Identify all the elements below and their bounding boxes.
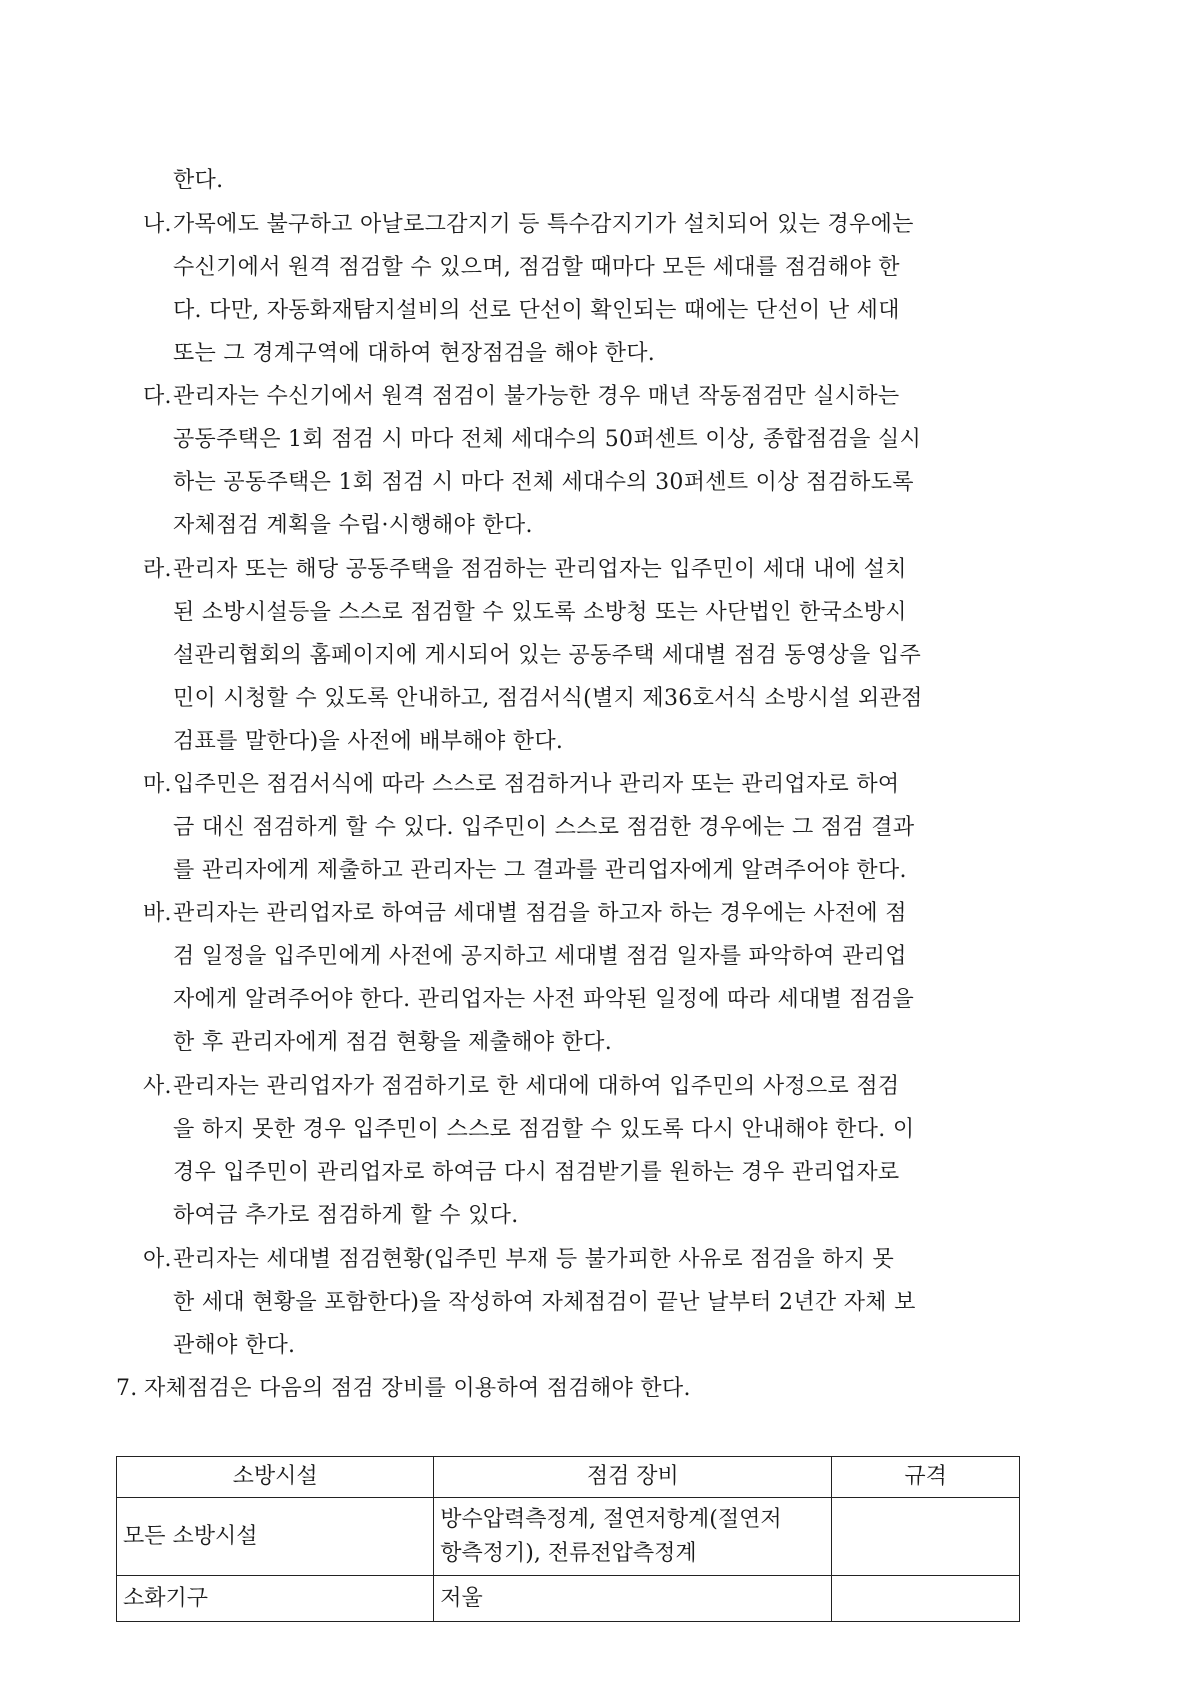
spec-cell — [832, 1576, 1020, 1622]
equipment-line: 저울 — [440, 1585, 483, 1611]
item-sa — [143, 1072, 899, 1102]
paragraph-line: 가목에도 불구하고 아날로그감지기 등 특수감지기가 설치되어 있는 경우에는 — [173, 212, 914, 237]
paragraph-line: 설관리협회의 홈페이지에 게시되어 있는 공동주택 세대별 점검 동영상을 입주 — [173, 643, 922, 668]
paragraph-line: 자체점검은 다음의 점검 장비를 이용하여 점검해야 한다. — [144, 1376, 691, 1401]
item-a — [143, 1245, 894, 1275]
table-row — [117, 1498, 1020, 1576]
facility-cell: 소화기구 — [117, 1576, 434, 1622]
item-marker: 나. — [143, 212, 172, 237]
paragraph-line: 자체점검 계획을 수립·시행해야 한다. — [173, 513, 533, 538]
item-7 — [116, 1374, 691, 1404]
table-row — [117, 1576, 1020, 1622]
paragraph-line: 관리자는 관리업자가 점검하기로 한 세대에 대하여 입주민의 사정으로 점검 — [173, 1074, 900, 1099]
paragraph-line: 관해야 한다. — [173, 1333, 296, 1358]
paragraph-line: 하여금 추가로 점검하게 할 수 있다. — [173, 1203, 519, 1228]
paragraph-line: 를 관리자에게 제출하고 관리자는 그 결과를 관리업자에게 알려주어야 한다. — [173, 858, 907, 883]
item-marker: 7. — [116, 1376, 138, 1401]
item-marker: 마. — [143, 772, 172, 797]
equipment-cell — [434, 1498, 832, 1576]
paragraph-line: 을 하지 못한 경우 입주민이 스스로 점검할 수 있도록 다시 안내해야 한다. 이 — [173, 1117, 915, 1142]
paragraph-line: 관리자는 관리업자로 하여금 세대별 점검을 하고자 하는 경우에는 사전에 점 — [173, 901, 907, 926]
item-marker: 아. — [143, 1247, 172, 1272]
equipment-line: 항측정기), 전류전압측정계 — [440, 1540, 697, 1566]
equipment-cell — [434, 1576, 832, 1622]
column-header-facility: 소방시설 — [117, 1457, 434, 1498]
paragraph-line: 공동주택은 1회 점검 시 마다 전체 세대수의 50퍼센트 이상, 종합점검을 실시 — [173, 427, 922, 452]
paragraph-line: 금 대신 점검하게 할 수 있다. 입주민이 스스로 점검한 경우에는 그 점검 결과 — [173, 815, 915, 840]
paragraph-line: 한다. — [173, 168, 224, 193]
column-header-equipment: 점검 장비 — [434, 1457, 832, 1498]
paragraph-line: 된 소방시설등을 스스로 점검할 수 있도록 소방청 또는 사단법인 한국소방시 — [173, 600, 907, 625]
table-header-row — [117, 1457, 1020, 1498]
spec-cell — [832, 1498, 1020, 1576]
item-da — [143, 382, 899, 412]
paragraph-line: 다. 다만, 자동화재탐지설비의 선로 단선이 확인되는 때에는 단선이 난 세대 — [173, 298, 900, 323]
paragraph-line: 한 후 관리자에게 점검 현황을 제출해야 한다. — [173, 1030, 612, 1055]
paragraph-continuation — [173, 166, 223, 196]
paragraph-line: 경우 입주민이 관리업자로 하여금 다시 점검받기를 원하는 경우 관리업자로 — [173, 1160, 900, 1185]
paragraph-line: 검 일정을 입주민에게 사전에 공지하고 세대별 점검 일자를 파악하여 관리업 — [173, 944, 907, 969]
paragraph-line: 관리자는 세대별 점검현황(입주민 부재 등 불가피한 사유로 점검을 하지 못 — [173, 1247, 895, 1272]
paragraph-line: 관리자는 수신기에서 원격 점검이 불가능한 경우 매년 작동점검만 실시하는 — [173, 384, 900, 409]
paragraph-line: 민이 시청할 수 있도록 안내하고, 점검서식(별지 제36호서식 소방시설 외관점 — [173, 686, 923, 711]
paragraph-line: 또는 그 경계구역에 대하여 현장점검을 해야 한다. — [173, 341, 656, 366]
paragraph-line: 관리자 또는 해당 공동주택을 점검하는 관리업자는 입주민이 세대 내에 설치 — [173, 557, 907, 582]
item-ba — [143, 899, 907, 929]
item-na — [143, 210, 914, 240]
paragraph-line: 한 세대 현황을 포함한다)을 작성하여 자체점검이 끝난 날부터 2년간 자체 보 — [173, 1290, 916, 1315]
paragraph-line: 자에게 알려주어야 한다. 관리업자는 사전 파악된 일정에 따라 세대별 점검을 — [173, 987, 915, 1012]
column-header-spec: 규격 — [832, 1457, 1020, 1498]
item-marker: 바. — [143, 901, 172, 926]
paragraph-line: 하는 공동주택은 1회 점검 시 마다 전체 세대수의 30퍼센트 이상 점검하도록 — [173, 470, 914, 495]
equipment-line: 방수압력측정계, 절연저항계(절연저 — [440, 1506, 782, 1532]
item-marker: 사. — [143, 1074, 172, 1099]
paragraph-line: 입주민은 점검서식에 따라 스스로 점검하거나 관리자 또는 관리업자로 하여 — [173, 772, 900, 797]
paragraph-line: 검표를 말한다)을 사전에 배부해야 한다. — [173, 729, 564, 754]
item-ra — [143, 555, 907, 585]
item-marker: 라. — [143, 557, 172, 582]
item-ma — [143, 770, 899, 800]
paragraph-line: 수신기에서 원격 점검할 수 있으며, 점검할 때마다 모든 세대를 점검해야 한 — [173, 255, 900, 280]
item-marker: 다. — [143, 384, 172, 409]
inspection-equipment-table — [116, 1456, 1020, 1622]
facility-cell: 모든 소방시설 — [117, 1498, 434, 1576]
